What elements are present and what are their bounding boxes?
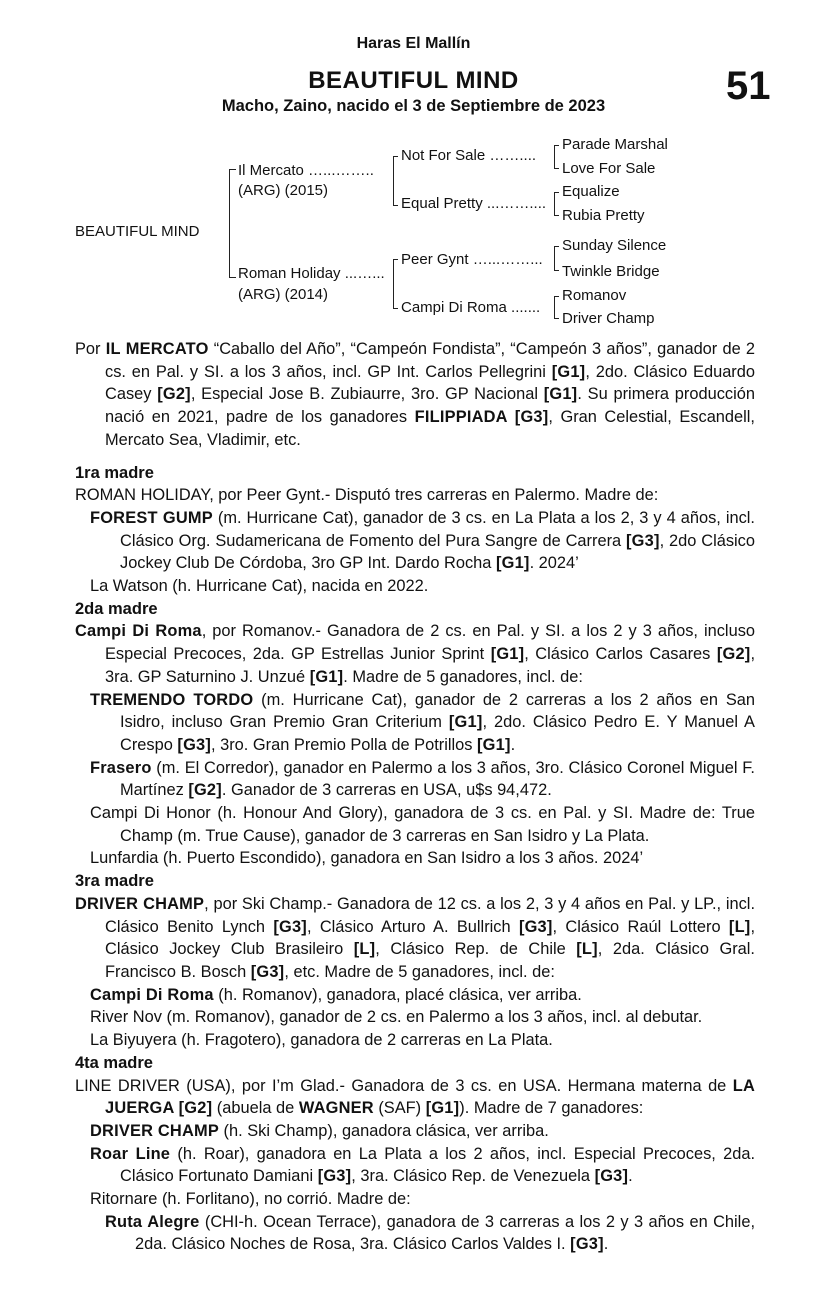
driver-champ-entry: DRIVER CHAMP (h. Ski Champ), ganadora clásica, ver arriba. <box>90 1121 549 1140</box>
dam-name: Roman Holiday ...…... <box>238 265 385 282</box>
fourth-dam-intro: LINE DRIVER (USA), por I’m Glad.- Ganadora de 3 cs. en USA. Hermana materna de LA JUERGA [G2] (abuela de WAGNER (SAF) [G1]). Madre de 7 ganadores: <box>75 1076 755 1118</box>
fourth-dam-heading: 4ta madre <box>75 1053 153 1072</box>
ancestor-dsd: Twinkle Bridge <box>562 263 660 280</box>
catalog-text <box>75 338 755 1256</box>
sire-sire: Not For Sale …….... <box>401 147 537 164</box>
second-dam-intro: Campi Di Roma, por Romanov.- Ganadora de 2 cs. en Pal. y SI. a los 2 y 3 años, incluso Especial Precoces, 2da. GP Estrellas Junior Sprint [G1], Clásico Carlos Casares [G2], 3ra. GP Saturnino J. Unzué [G1]. Madre de 5 ganadores, incl. de: <box>75 622 755 686</box>
ancestor-sss: Parade Marshal <box>562 136 668 153</box>
horse-subtitle: Macho, Zaino, nacido el 3 de Septiembre de 2023 <box>221 97 606 115</box>
bracket-line <box>229 277 236 278</box>
bracket-line <box>554 168 559 169</box>
second-dam-heading: 2da madre <box>75 599 158 618</box>
bracket-line <box>393 308 398 309</box>
sire-paragraph: Por IL MERCATO “Caballo del Año”, “Campeón Fondista”, “Campeón 3 años”, ganador de 2 cs. en Pal. y SI. a los 3 años, incl. GP Int. Carlos Pellegrini [G1], 2do. Clásico Eduardo Casey [G2], Especial Jose B. Zubiaurre, 3ro. GP Nacional [G1]. Su primera producción nació en 2021, padre de los ganadores FILIPPIADA [G3], Gran Celestial, Escandell, Mercato Sea, Vladimir, etc. <box>75 340 755 449</box>
roar-line-entry: Roar Line (h. Roar), ganadora en La Plata a los 2 años, incl. Especial Precoces, 2da. Clásico Fortunato Damiani [G3], 3ra. Clásico Rep. de Venezuela [G3]. <box>90 1144 756 1186</box>
lunfardia-entry: Lunfardia (h. Puerto Escondido), ganadora en San Isidro a los 3 años. 2024’ <box>90 849 644 868</box>
la-biyuyera-entry: La Biyuyera (h. Fragotero), ganadora de 2 carreras en La Plata. <box>90 1031 553 1050</box>
first-dam-intro: ROMAN HOLIDAY, por Peer Gynt.- Disputó tres carreras en Palermo. Madre de: <box>75 486 659 505</box>
bracket-line <box>554 215 559 216</box>
bracket-line <box>393 259 398 260</box>
sire-dam: Equal Pretty ...…….... <box>401 195 547 212</box>
ancestor-sds: Equalize <box>562 183 620 200</box>
first-dam-heading: 1ra madre <box>75 463 154 482</box>
pedigree-subject: BEAUTIFUL MIND <box>75 223 200 240</box>
breeder-name: Haras El Mallín <box>356 35 471 52</box>
bracket-line <box>393 156 398 157</box>
bracket-line <box>229 169 230 278</box>
ancestor-ssd: Love For Sale <box>562 160 656 177</box>
sire-name: Il Mercato …...…….. <box>238 162 374 179</box>
dam-origin: (ARG) (2014) <box>238 286 329 303</box>
lot-number: 51 <box>726 64 771 108</box>
ancestor-sdd: Rubia Pretty <box>562 207 645 224</box>
dam-dam: Campi Di Roma ....... <box>401 299 541 316</box>
ritornare-entry: Ritornare (h. Forlitano), no corrió. Madre de: <box>90 1190 411 1209</box>
bracket-line <box>554 246 559 247</box>
campi-di-roma-entry: Campi Di Roma (h. Romanov), ganadora, placé clásica, ver arriba. <box>90 985 582 1004</box>
bracket-line <box>554 296 559 297</box>
ancestor-ddd: Driver Champ <box>562 310 655 327</box>
bracket-line <box>393 205 398 206</box>
bracket-line <box>554 318 559 319</box>
campi-di-honor-entry: Campi Di Honor (h. Honour And Glory), ganadora de 3 cs. en Pal. y SI. Madre de: True Champ (m. True Cause), ganador de 3 carreras en San Isidro y La Plata. <box>90 804 755 845</box>
ruta-alegre-entry: Ruta Alegre (CHI-h. Ocean Terrace), ganadora de 3 carreras a los 2 y 3 años en Chile, 2da. Clásico Noches de Rosa, 3ra. Clásico Carlos Valdes I. [G3]. <box>105 1212 755 1254</box>
bracket-line <box>393 156 394 206</box>
bracket-line <box>554 246 555 271</box>
bracket-line <box>229 169 236 170</box>
ancestor-dss: Sunday Silence <box>562 237 667 254</box>
horse-title: BEAUTIFUL MIND <box>308 67 519 94</box>
forest-gump-entry: FOREST GUMP (m. Hurricane Cat), ganador de 3 cs. en La Plata a los 2, 3 y 4 años, incl. Clásico Org. Sudamericana de Fomento del Pura Sangre de Carrera [G3], 2do Clásico Jockey Club De Córdoba, 3ro GP Int. Dardo Rocha [G1]. 2024’ <box>90 508 755 573</box>
bracket-line <box>554 145 559 146</box>
la-watson-entry: La Watson (h. Hurricane Cat), nacida en 2022. <box>90 577 429 596</box>
frasero-entry: Frasero (m. El Corredor), ganador en Palermo a los 3 años, 3ro. Clásico Coronel Miguel F. Martínez [G2]. Ganador de 3 carreras en USA, u$s 94,472. <box>90 758 755 800</box>
dam-sire: Peer Gynt …...……... <box>401 251 543 268</box>
bracket-line <box>554 296 555 319</box>
ancestor-dds: Romanov <box>562 287 627 304</box>
sire-origin: (ARG) (2015) <box>238 182 329 199</box>
third-dam-intro: DRIVER CHAMP, por Ski Champ.- Ganadora de 12 cs. a los 2, 3 y 4 años en Pal. y LP., incl. Clásico Benito Lynch [G3], Clásico Arturo A. Bullrich [G3], Clásico Raúl Lottero [L], Clásico Jockey Club Brasileiro [L], Clásico Rep. de Chile [L], 2da. Clásico Gral. Francisco B. Bosch [G3], etc. Madre de 5 ganadores, incl. de: <box>75 894 755 981</box>
bracket-line <box>554 270 559 271</box>
river-nov-entry: River Nov (m. Romanov), ganador de 2 cs. en Palermo a los 3 años, incl. al debutar. <box>90 1008 703 1027</box>
bracket-line <box>554 192 555 216</box>
bracket-line <box>554 192 559 193</box>
bracket-line <box>393 259 394 309</box>
bracket-line <box>554 145 555 169</box>
tremendo-tordo-entry: TREMENDO TORDO (m. Hurricane Cat), ganador de 2 carreras a los 2 años en San Isidro, incluso Gran Premio Gran Criterium [G1], 2do. Clásico Pedro E. Y Manuel A Crespo [G3], 3ro. Gran Premio Polla de Potrillos [G1]. <box>90 690 755 754</box>
third-dam-heading: 3ra madre <box>75 872 154 891</box>
